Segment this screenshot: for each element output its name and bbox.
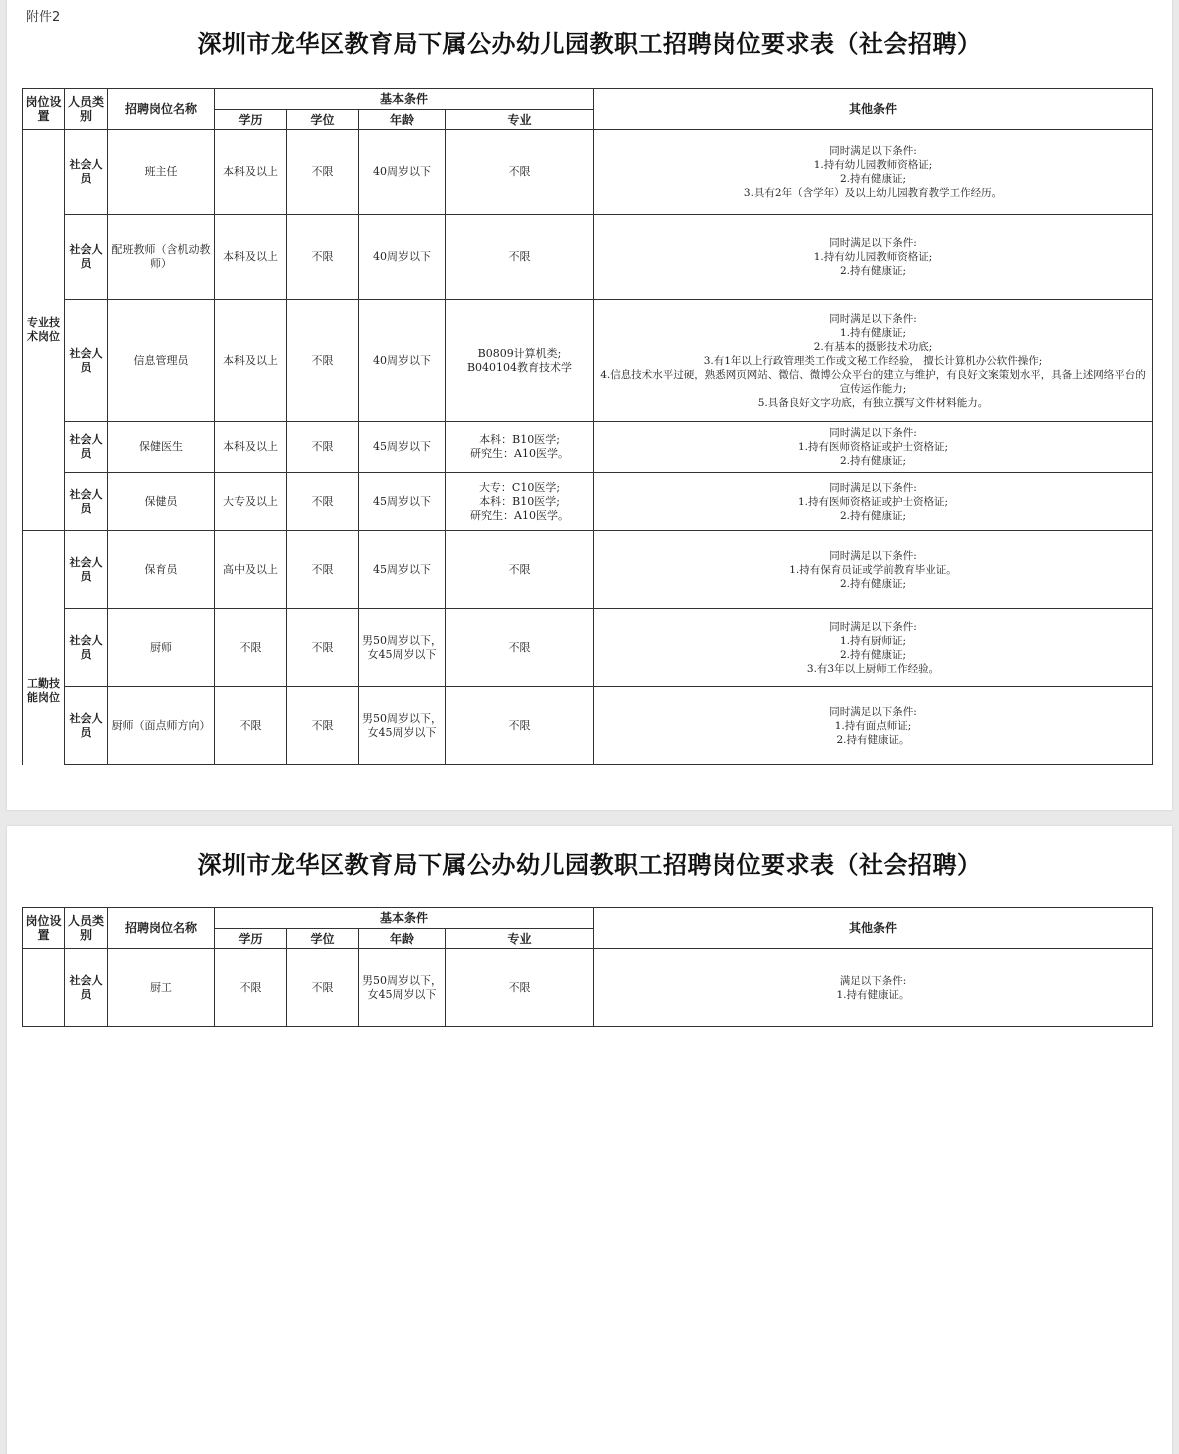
other-conditions-cell (594, 422, 1153, 473)
degree-cell: 不限 (287, 422, 359, 473)
page-title: 深圳市龙华区教育局下属公办幼儿园教职工招聘岗位要求表（社会招聘） (197, 29, 982, 58)
other-conditions-cell (594, 300, 1153, 422)
header-major: 专业 (446, 929, 594, 949)
condition-line: 1.持有幼儿园教师资格证; (813, 159, 933, 171)
major-line: 不限 (508, 250, 531, 263)
position-name-cell: 厨师 (108, 609, 215, 687)
major-line: 不限 (508, 718, 531, 732)
condition-line: 同时满足以下条件: (829, 620, 917, 633)
staff-category-cell: 社会人员 (65, 473, 108, 531)
condition-line: 2.持有健康证; (839, 648, 907, 661)
header-post-setting: 岗位设置 (23, 908, 65, 949)
condition-line: 1.持有厨师证; (839, 634, 907, 647)
major-cell (446, 609, 594, 687)
staff-category-cell: 社会人员 (65, 609, 108, 687)
age-cell: 45周岁以下 (359, 531, 446, 609)
document-page-1 (7, 0, 1172, 810)
position-name-cell: 配班教师（含机动教师） (108, 215, 215, 300)
major-line: B0809计算机类; (477, 346, 562, 360)
other-conditions-cell (594, 687, 1153, 765)
header-other-conditions: 其他条件 (594, 89, 1153, 130)
other-conditions-cell (594, 609, 1153, 687)
education-cell: 大专及以上 (215, 473, 287, 531)
table-row (23, 215, 1153, 300)
condition-line: 3.有3年以上厨师工作经验。 (806, 662, 940, 675)
age-cell: 男50周岁以下，女45周岁以下 (359, 609, 446, 687)
condition-line: 同时满足以下条件: (829, 312, 917, 325)
header-position-name: 招聘岗位名称 (108, 908, 215, 949)
condition-line: 1.持有医师资格证或护士资格证; (797, 441, 949, 453)
condition-line: 同时满足以下条件: (829, 145, 917, 157)
major-cell (446, 130, 594, 215)
staff-category-cell: 社会人员 (65, 949, 108, 1027)
age-cell: 40周岁以下 (359, 215, 446, 300)
other-conditions-cell (594, 949, 1153, 1027)
degree-cell: 不限 (287, 949, 359, 1027)
education-cell: 本科及以上 (215, 130, 287, 215)
degree-cell: 不限 (287, 300, 359, 422)
major-line: 不限 (508, 980, 531, 994)
major-line: 不限 (508, 640, 531, 654)
header-position-name: 招聘岗位名称 (108, 89, 215, 130)
education-cell: 不限 (215, 609, 287, 687)
header-degree: 学位 (287, 929, 359, 949)
major-cell (446, 949, 594, 1027)
condition-line: 满足以下条件: (839, 974, 907, 987)
table-row (23, 949, 1153, 1027)
major-line: 研究生：A10医学。 (470, 508, 569, 522)
position-name-cell: 厨工 (108, 949, 215, 1027)
degree-cell: 不限 (287, 531, 359, 609)
position-name-cell: 信息管理员 (108, 300, 215, 422)
education-cell: 高中及以上 (215, 531, 287, 609)
recruitment-table-2 (22, 907, 1153, 1027)
condition-line: 2.持有健康证; (839, 509, 907, 522)
staff-category-cell: 社会人员 (65, 687, 108, 765)
major-cell (446, 215, 594, 300)
condition-line: 1.持有幼儿园教师资格证; (813, 251, 933, 263)
attachment-label: 附件2 (26, 10, 61, 25)
condition-line: 1.持有医师资格证或护士资格证; (797, 495, 949, 508)
staff-category-cell: 社会人员 (65, 130, 108, 215)
table-row (23, 531, 1153, 609)
section-name-cell-empty (23, 949, 65, 1027)
major-cell (446, 473, 594, 531)
document-page-2 (7, 826, 1172, 1454)
table-row (23, 609, 1153, 687)
education-cell: 本科及以上 (215, 422, 287, 473)
degree-cell: 不限 (287, 687, 359, 765)
table-body-2 (23, 949, 1153, 1027)
table-row (23, 473, 1153, 531)
condition-line: 同时满足以下条件: (829, 549, 917, 562)
major-cell (446, 531, 594, 609)
position-name-cell: 保健医生 (108, 422, 215, 473)
header-staff-category: 人员类别 (65, 89, 108, 130)
section-name-cell: 工勤技能岗位 (23, 531, 65, 765)
header-age: 年龄 (359, 110, 446, 130)
other-conditions-cell (594, 531, 1153, 609)
major-line: 研究生：A10医学。 (470, 447, 569, 460)
degree-cell: 不限 (287, 130, 359, 215)
major-line: 大专：C10医学; (478, 480, 561, 494)
condition-line: 2.持有健康证; (839, 173, 907, 185)
table-body (23, 130, 1153, 765)
education-cell: 不限 (215, 949, 287, 1027)
major-line: 不限 (508, 562, 531, 576)
header-staff-category: 人员类别 (65, 908, 108, 949)
condition-line: 3.有1年以上行政管理类工作或文秘工作经验， 擅长计算机办公软件操作; (703, 354, 1043, 367)
condition-line: 2.持有健康证; (839, 455, 907, 467)
staff-category-cell: 社会人员 (65, 215, 108, 300)
header-education: 学历 (215, 929, 287, 949)
header-degree: 学位 (287, 110, 359, 130)
condition-line: 1.持有保育员证或学前教育毕业证。 (789, 563, 957, 576)
header-other-conditions: 其他条件 (594, 908, 1153, 949)
major-cell (446, 687, 594, 765)
staff-category-cell: 社会人员 (65, 422, 108, 473)
condition-line: 同时满足以下条件: (829, 237, 917, 249)
degree-cell: 不限 (287, 473, 359, 531)
age-cell: 45周岁以下 (359, 473, 446, 531)
table-row (23, 422, 1153, 473)
other-conditions-cell (594, 130, 1153, 215)
condition-line: 1.持有面点师证; (834, 719, 912, 732)
degree-cell: 不限 (287, 609, 359, 687)
header-post-setting: 岗位设置 (23, 89, 65, 130)
education-cell: 本科及以上 (215, 300, 287, 422)
recruitment-table (22, 88, 1153, 765)
condition-line: 同时满足以下条件: (829, 705, 917, 718)
education-cell: 本科及以上 (215, 215, 287, 300)
staff-category-cell: 社会人员 (65, 531, 108, 609)
age-cell: 男50周岁以下，女45周岁以下 (359, 687, 446, 765)
major-line: 本科：B10医学; (479, 433, 560, 446)
header-basic-conditions: 基本条件 (215, 908, 594, 929)
position-name-cell: 保育员 (108, 531, 215, 609)
page-title-2: 深圳市龙华区教育局下属公办幼儿园教职工招聘岗位要求表（社会招聘） (197, 850, 982, 879)
header-age: 年龄 (359, 929, 446, 949)
age-cell: 40周岁以下 (359, 130, 446, 215)
major-line: B040104教育技术学 (466, 360, 573, 374)
condition-line: 2.有基本的摄影技术功底; (813, 340, 933, 353)
education-cell: 不限 (215, 687, 287, 765)
age-cell: 男50周岁以下，女45周岁以下 (359, 949, 446, 1027)
position-name-cell: 保健员 (108, 473, 215, 531)
other-conditions-cell (594, 473, 1153, 531)
condition-line: 3.具有2年（含学年）及以上幼儿园教育教学工作经历。 (743, 187, 1003, 199)
condition-line: 2.持有健康证。 (836, 733, 910, 746)
position-name-cell: 班主任 (108, 130, 215, 215)
table-row (23, 300, 1153, 422)
staff-category-cell: 社会人员 (65, 300, 108, 422)
major-cell (446, 422, 594, 473)
other-conditions-cell (594, 215, 1153, 300)
degree-cell: 不限 (287, 215, 359, 300)
age-cell: 45周岁以下 (359, 422, 446, 473)
condition-line: 2.持有健康证; (839, 265, 907, 277)
condition-line: 1.持有健康证。 (836, 988, 910, 1001)
condition-line: 2.持有健康证; (839, 577, 907, 590)
table-row (23, 130, 1153, 215)
header-basic-conditions: 基本条件 (215, 89, 594, 110)
major-cell (446, 300, 594, 422)
table-row (23, 687, 1153, 765)
age-cell: 40周岁以下 (359, 300, 446, 422)
condition-line: 4.信息技术水平过硬，熟悉网页网站、微信、微博公众平台的建立与维护，有良好文案策划水平，具备上述网络平台的宣传运作能力; (600, 368, 1146, 395)
condition-line: 5.具备良好文字功底，有独立撰写文件材料能力。 (757, 396, 989, 409)
position-name-cell: 厨师（面点师方向） (108, 687, 215, 765)
condition-line: 同时满足以下条件: (829, 427, 917, 439)
major-line: 不限 (508, 165, 531, 178)
condition-line: 同时满足以下条件: (829, 481, 917, 494)
condition-line: 1.持有健康证; (839, 326, 907, 339)
major-line: 本科：B10医学; (479, 494, 560, 508)
section-name-cell: 专业技术岗位 (23, 130, 65, 531)
header-education: 学历 (215, 110, 287, 130)
header-major: 专业 (446, 110, 594, 130)
